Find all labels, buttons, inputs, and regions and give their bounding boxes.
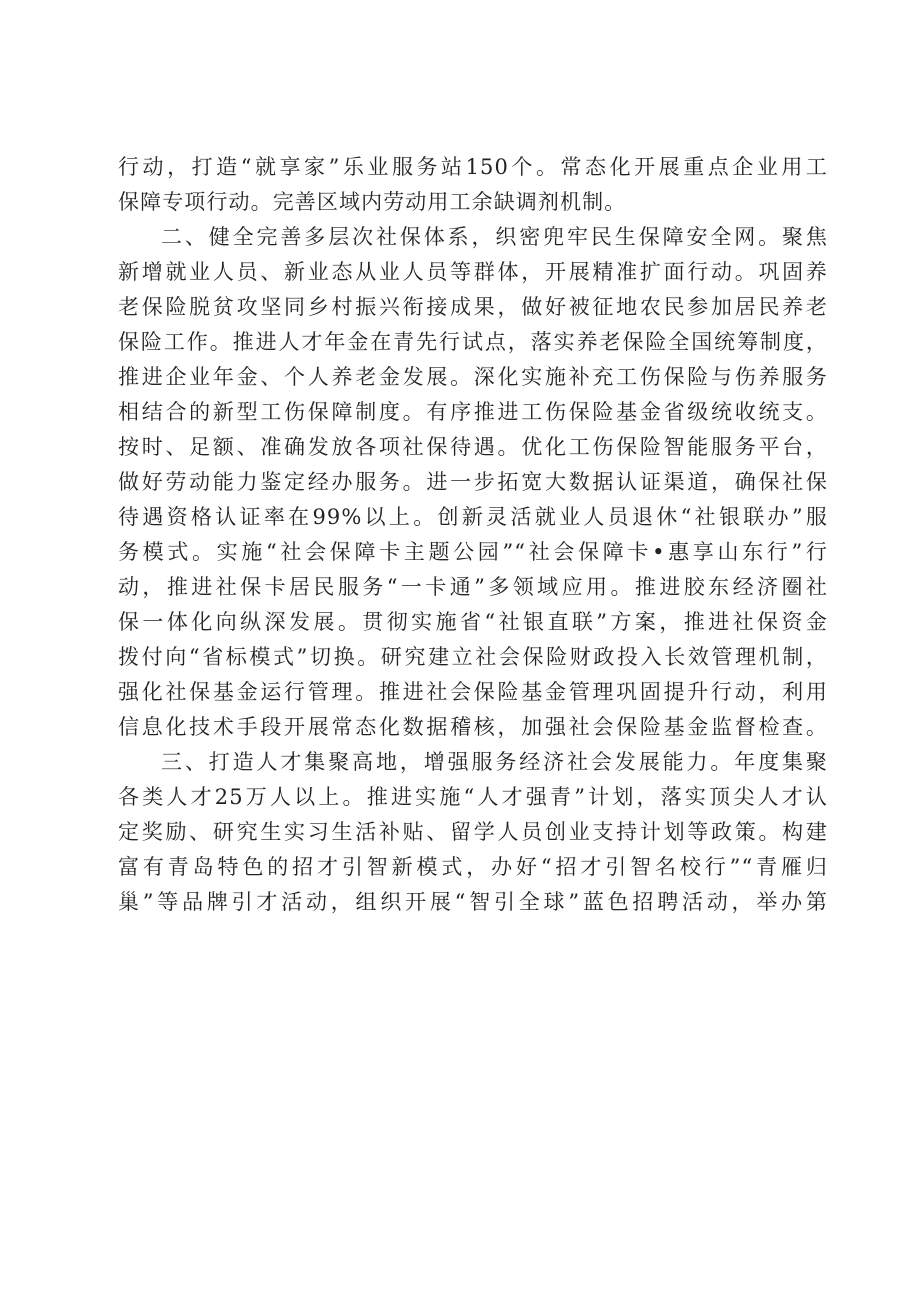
text-line: 新增就业人员、新业态从业人员等群体，开展精准扩面行动。巩固养	[118, 260, 828, 284]
text-line: 拨付向“省标模式”切换。研究建立社会保险财政投入长效管理机制，	[118, 645, 828, 669]
document-body	[118, 150, 828, 920]
text-line: 保险工作。推进人才年金在青先行试点，落实养老保险全国统筹制度，	[118, 330, 828, 354]
text-line: 富有青岛特色的招才引智新模式，办好“招才引智名校行”“青雁归	[118, 855, 828, 879]
text-line: 信息化技术手段开展常态化数据稽核，加强社会保险基金监督检查。	[118, 715, 828, 739]
text-line: 相结合的新型工伤保障制度。有序推进工伤保险基金省级统收统支。	[118, 400, 828, 424]
text-line: 老保险脱贫攻坚同乡村振兴衔接成果，做好被征地农民参加居民养老	[118, 295, 828, 319]
text-line: 定奖励、研究生实习生活补贴、留学人员创业支持计划等政策。构建	[118, 820, 828, 844]
text-line: 推进企业年金、个人养老金发展。深化实施补充工伤保险与伤养服务	[118, 365, 828, 389]
text-line: 待遇资格认证率在99%以上。创新灵活就业人员退休“社银联办”服	[118, 505, 828, 529]
text-line: 动，推进社保卡居民服务“一卡通”多领域应用。推进胶东经济圈社	[118, 575, 828, 599]
text-line: 按时、足额、准确发放各项社保待遇。优化工伤保险智能服务平台，	[118, 435, 828, 459]
text-line: 巢”等品牌引才活动，组织开展“智引全球”蓝色招聘活动，举办第	[118, 890, 828, 914]
text-line: 行动，打造“就享家”乐业服务站150个。常态化开展重点企业用工	[118, 155, 828, 179]
text-line: 强化社保基金运行管理。推进社会保险基金管理巩固提升行动，利用	[118, 680, 828, 704]
text-line: 三、打造人才集聚高地，增强服务经济社会发展能力。年度集聚	[161, 750, 828, 774]
text-line: 二、健全完善多层次社保体系，织密兜牢民生保障安全网。聚焦	[161, 225, 828, 249]
text-line: 做好劳动能力鉴定经办服务。进一步拓宽大数据认证渠道，确保社保	[118, 470, 828, 494]
text-line: 各类人才25万人以上。推进实施“人才强青”计划，落实顶尖人才认	[118, 785, 828, 809]
text-line: 保障专项行动。完善区域内劳动用工余缺调剂机制。	[118, 190, 627, 214]
text-line: 保一体化向纵深发展。贯彻实施省“社银直联”方案，推进社保资金	[118, 610, 828, 634]
text-line: 务模式。实施“社会保障卡主题公园”“社会保障卡•惠享山东行”行	[118, 540, 828, 564]
